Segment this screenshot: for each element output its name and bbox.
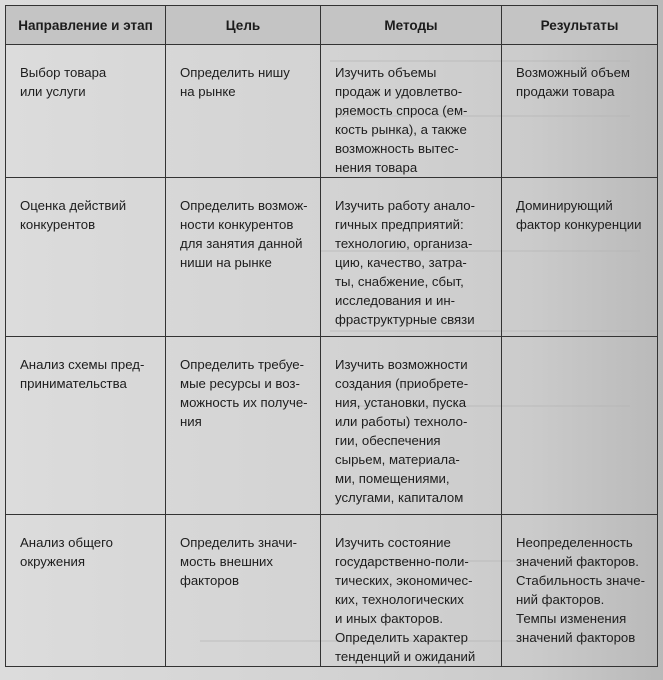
cell-goal: Определить значи- мость внешних факторов [166, 515, 321, 667]
cell-results: Неопределенность значений факторов. Стабильность значе- ний факторов. Темпы изменения значений факторов [502, 515, 658, 667]
cell-methods: Изучить работу анало- гичных предприятий: технологию, организа- цию, качество, затра- ты, снабжение, сбыт, исследования и ин- фраструктурные связи [321, 178, 502, 337]
table-header-row [6, 6, 658, 45]
table-row [6, 45, 658, 178]
cell-results [502, 337, 658, 515]
table-row [6, 337, 658, 515]
header-stage: Направление и этап [6, 6, 166, 45]
header-results: Результаты [502, 6, 658, 45]
data-table [5, 5, 658, 667]
header-goal: Цель [166, 6, 321, 45]
cell-stage: Анализ схемы пред- принимательства [6, 337, 166, 515]
cell-goal: Определить возмож- ности конкурентов для занятия данной ниши на рынке [166, 178, 321, 337]
cell-stage: Выбор товара или услуги [6, 45, 166, 178]
table-row [6, 178, 658, 337]
cell-methods: Изучить состояние государственно-поли- тических, экономичес- ких, технологических и иных факторов. Определить характер тенденций и ожиданий [321, 515, 502, 667]
cell-methods: Изучить объемы продаж и удовлетво- ряемость спроса (ем- кость рынка), а также возможность вытес- нения товара [321, 45, 502, 178]
header-methods: Методы [321, 6, 502, 45]
cell-stage: Оценка действий конкурентов [6, 178, 166, 337]
cell-goal: Определить требуе- мые ресурсы и воз- можность их получе- ния [166, 337, 321, 515]
cell-stage: Анализ общего окружения [6, 515, 166, 667]
cell-results: Доминирующий фактор конкуренции [502, 178, 658, 337]
cell-methods: Изучить возможности создания (приобрете- ния, установки, пуска или работы) техноло- гии, обеспечения сырьем, материала- ми, помещениями, услугами, капиталом [321, 337, 502, 515]
table-row [6, 515, 658, 667]
cell-results: Возможный объем продажи товара [502, 45, 658, 178]
cell-goal: Определить нишу на рынке [166, 45, 321, 178]
